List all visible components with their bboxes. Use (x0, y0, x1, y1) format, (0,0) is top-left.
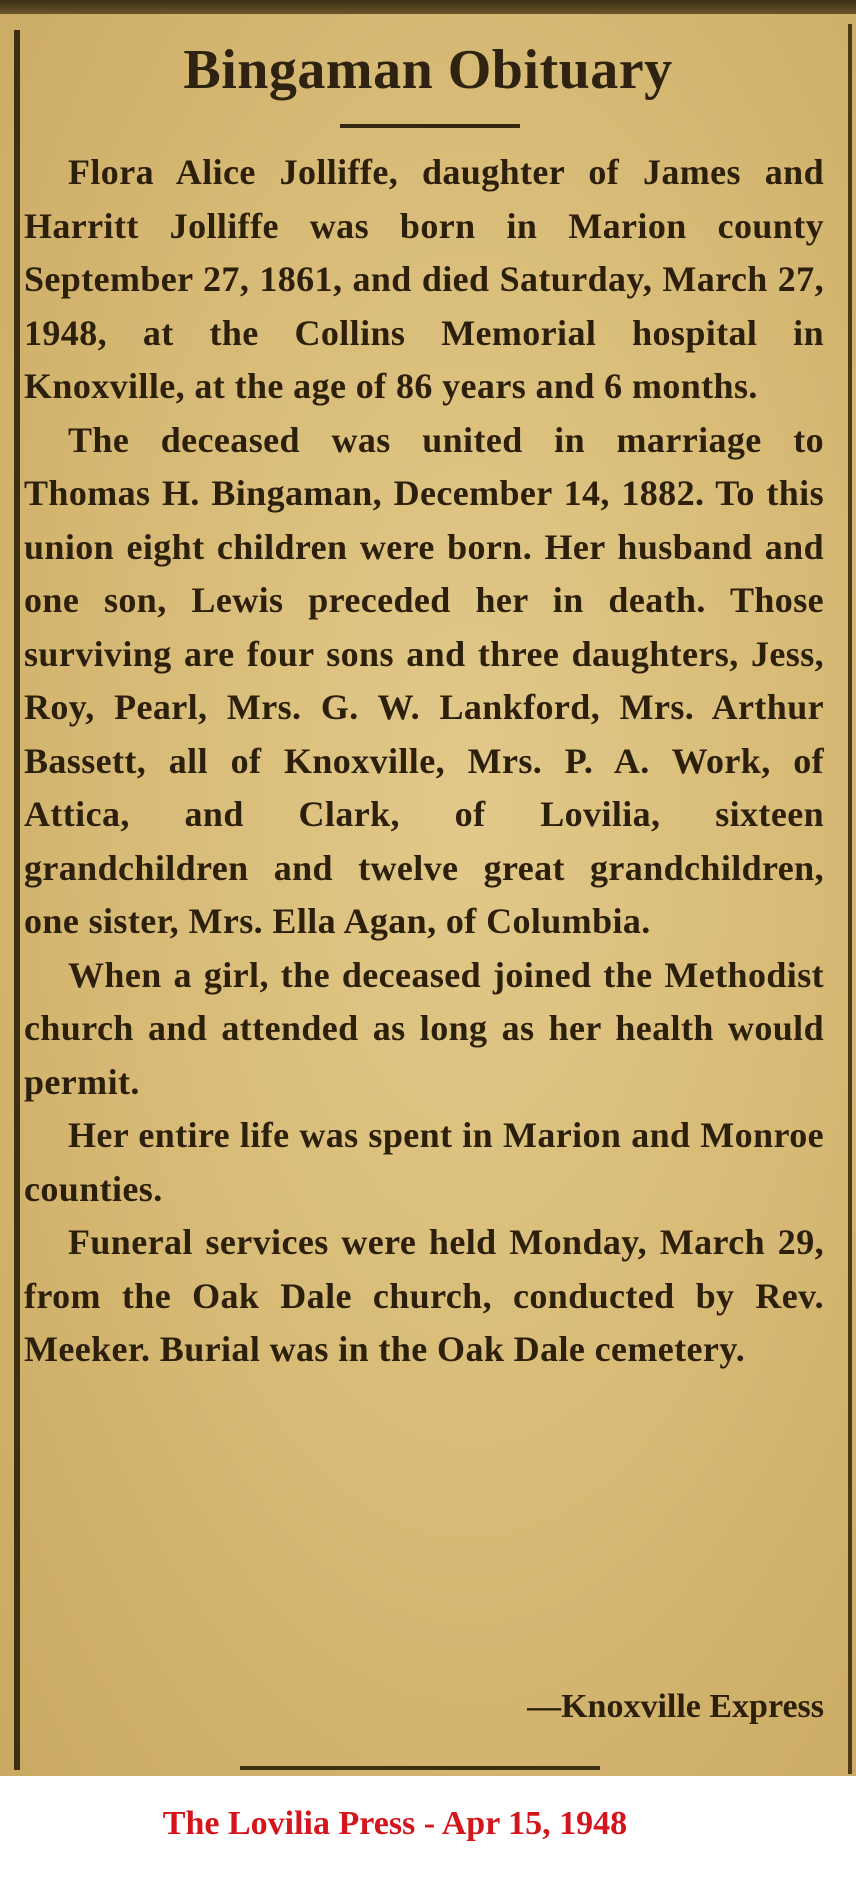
heading-divider (340, 124, 520, 128)
clipping-top-edge (0, 0, 856, 14)
obituary-heading: Bingaman Obituary (183, 39, 673, 101)
obituary-body (24, 146, 824, 1377)
publication-caption: The Lovilia Press - Apr 15, 1948 (162, 1805, 628, 1842)
source-credit: —Knoxville Express (527, 1688, 824, 1725)
paragraph-birth-death: Flora Alice Jolliffe, daughter of James and Harritt Jolliffe was born in Marion county September 27, 1861, and died Saturday, March 27, 1948, at the Collins Memorial hospital in Knoxville, at the age of 86 years and 6 months. (24, 152, 824, 406)
paragraph-church: When a girl, the deceased joined the Methodist church and attended as long as her health would permit. (24, 954, 824, 1102)
paragraph-residence: Her entire life was spent in Marion and Monroe counties. (24, 1115, 824, 1209)
column-rule-right (848, 24, 852, 1774)
paragraph-funeral: Funeral services were held Monday, March 29, from the Oak Dale church, conducted by Rev. Meeker. Burial was in the Oak Dale cemetery. (24, 1222, 824, 1369)
paragraph-family: The deceased was united in marriage to Thomas H. Bingaman, December 14, 1882. To this union eight children were born. Her husband and one son, Lewis preceded her in death. Those surviving are four sons and three daughters, Jess, Roy, Pearl, Mrs. G. W. Lankford, Mrs. Arthur Bassett, all of Knoxville, Mrs. P. A. Work, of Attica, and Clark, of Lovilia, sixteen grandchildren and twelve great grandchildren, one sister, Mrs. Ella Agan, of Columbia. (24, 419, 824, 941)
column-rule-left (14, 30, 20, 1770)
bottom-divider (240, 1766, 600, 1770)
